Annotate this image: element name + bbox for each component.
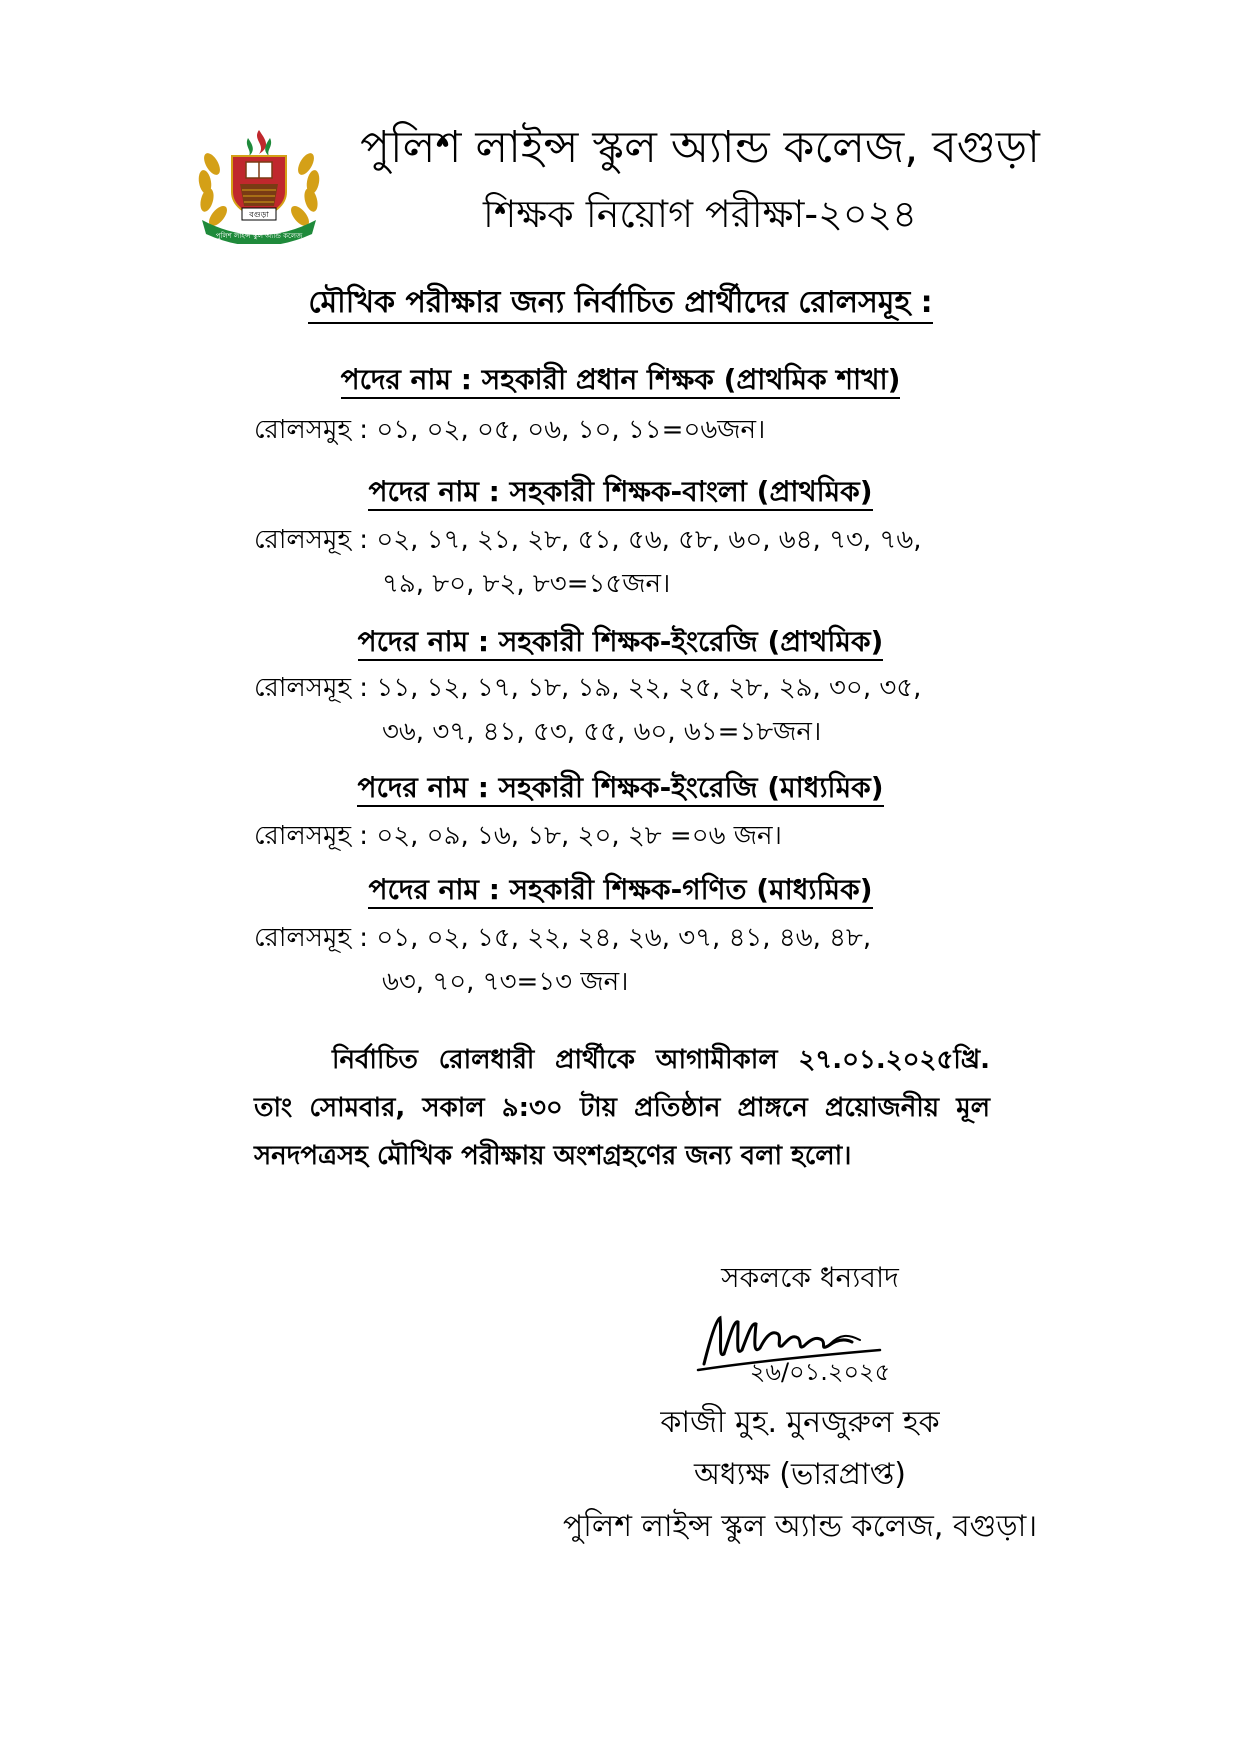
- signer-institution: পুলিশ লাইন্স স্কুল অ্যান্ড কলেজ, বগুড়া।: [562, 1509, 1038, 1544]
- signature-date: ২৬/০১.২০২৫: [749, 1358, 891, 1386]
- roll-line-continued: ৭৯, ৮০, ৮২, ৮৩=১৫জন।: [382, 569, 671, 599]
- logo-ribbon-text: পুলিশ লাইন্স স্কুল অ্যান্ড কলেজ: [215, 232, 303, 240]
- signer-designation: অধ্যক্ষ (ভারপ্রাপ্ত): [693, 1457, 907, 1492]
- roll-line: রোলসমূহ : ০১, ০২, ১৫, ২২, ২৪, ২৬, ৩৭, ৪১, ৪৬, ৪৮,: [254, 923, 872, 953]
- roll-list: [254, 814, 1054, 858]
- post-title-text: পদের নাম : সহকারী প্রধান শিক্ষক (প্রাথমিক শাখা): [341, 363, 901, 399]
- roll-line: রোলসমূহ : ১১, ১২, ১৭, ১৮, ১৯, ২২, ২৫, ২৮, ২৯, ৩০, ৩৫,: [254, 673, 922, 703]
- post-title-text: পদের নাম : সহকারী শিক্ষক-গণিত (মাধ্যমিক): [368, 873, 872, 909]
- post-title: [0, 870, 1241, 910]
- logo-badge-text: বগুড়া: [249, 210, 269, 219]
- main-heading: [0, 282, 1241, 324]
- roll-line: রোলসমূহ : ০২, ০৯, ১৬, ১৮, ২০, ২৮ =০৬ জন।: [254, 821, 782, 851]
- roll-list: [254, 518, 1054, 606]
- signer-name: কাজী মুহ. মুনজুরুল হক: [660, 1405, 940, 1440]
- roll-list: [254, 666, 1054, 754]
- roll-line-continued: ৩৬, ৩৭, ৪১, ৫৩, ৫৫, ৬০, ৬১=১৮জন।: [382, 717, 822, 747]
- school-emblem-icon: [194, 126, 324, 244]
- post-title: [0, 472, 1241, 512]
- roll-line: রোলসমূহ : ০২, ১৭, ২১, ২৮, ৫১, ৫৬, ৫৮, ৬০, ৬৪, ৭৩, ৭৬,: [254, 525, 922, 555]
- post-title: [0, 768, 1241, 808]
- post-title-text: পদের নাম : সহকারী শিক্ষক-বাংলা (প্রাথমিক): [368, 475, 872, 511]
- thanks-text: সকলকে ধন্যবাদ: [721, 1261, 899, 1294]
- roll-list: [254, 916, 1054, 1004]
- post-title: [0, 622, 1241, 662]
- post-title-text: পদের নাম : সহকারী শিক্ষক-ইংরেজি (প্রাথমিক): [358, 625, 884, 661]
- notice-paragraph: [254, 1036, 990, 1180]
- main-heading-text: মৌখিক পরীক্ষার জন্য নির্বাচিত প্রার্থীদের রোলসমূহ :: [308, 285, 932, 324]
- institution-name: পুলিশ লাইন্স স্কুল অ্যান্ড কলেজ, বগুড়া: [360, 122, 1040, 173]
- roll-line: রোলসমুহ : ০১, ০২, ০৫, ০৬, ১০, ১১=০৬জন।: [254, 415, 766, 445]
- post-title-text: পদের নাম : সহকারী শিক্ষক-ইংরেজি (মাধ্যমিক): [357, 771, 883, 807]
- exam-title: শিক্ষক নিয়োগ পরীক্ষা-২০২৪: [483, 192, 917, 236]
- roll-list: [254, 408, 1054, 452]
- roll-line-continued: ৬৩, ৭০, ৭৩=১৩ জন।: [382, 967, 629, 997]
- notice-text: নির্বাচিত রোলধারী প্রার্থীকে আগামীকাল ২৭.০১.২০২৫খ্রি. তাং সোমবার, সকাল ৯:৩০ টায় প্রতিষ্ঠান প্রাঙ্গনে প্রয়োজনীয় মূল সনদপত্রসহ মৌখিক পরীক্ষায় অংশগ্রহণের জন্য বলা হলো।: [254, 1045, 990, 1171]
- post-title: [0, 360, 1241, 400]
